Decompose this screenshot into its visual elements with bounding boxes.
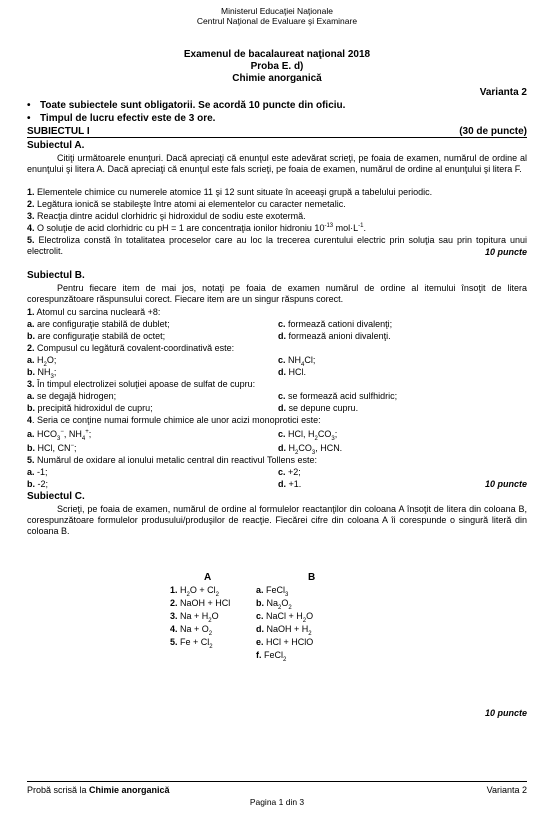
product-e: e. HCl + HClO bbox=[256, 637, 314, 647]
q1-option-a: a. are configuraţie stabilă de dublet; bbox=[27, 319, 170, 329]
q3-option-b: b. precipită hidroxidul de cupru; bbox=[27, 403, 153, 413]
q3-option-a-text: se degajă hidrogen; bbox=[37, 391, 117, 401]
section-a-points: 10 puncte bbox=[484, 247, 527, 257]
footer-subject: Chimie anorganică bbox=[89, 785, 170, 795]
q1-option-b: b. are configuraţie stabilă de octet; bbox=[27, 331, 166, 341]
q1-option-c: c. formează cationi divalenţi; bbox=[278, 319, 393, 329]
rule-2: Timpul de lucru efectiv este de 3 ore. bbox=[40, 113, 216, 124]
statement-5: 5. Electroliza constă în totalitatea proceselor care au loc la trecerea curentului electric prin soluţia sau prin topitura unui electrolit. bbox=[27, 235, 527, 256]
statement-4: 4. O soluţie de acid clorhidric cu pH = 1 are concentraţia ionilor hidroniu $10^{-13}$ $mol\cdot L^{-1}$. bbox=[27, 223, 366, 233]
question-5: 5. Numărul de oxidare al ionului metalic central din reactivul Tollens este: bbox=[27, 455, 318, 465]
product-d: d. NaOH + $H_2$ bbox=[256, 624, 312, 637]
q5-option-c: c. +2; bbox=[278, 467, 301, 477]
q4-option-c: c. HCl, $H_2CO_3$; bbox=[278, 429, 338, 442]
q3-option-d-text: se depune cupru. bbox=[288, 403, 359, 413]
subiect-1-points: (30 de puncte) bbox=[459, 126, 527, 137]
footer-divider bbox=[27, 781, 527, 782]
center-header: Centrul Naţional de Evaluare şi Examinare bbox=[196, 16, 358, 26]
q2-option-a: a. $H_2O$; bbox=[27, 355, 57, 368]
footer-variant: Varianta 2 bbox=[486, 785, 527, 795]
q2-option-c: c. $NH_4Cl$; bbox=[278, 355, 316, 368]
section-b-points: 10 puncte bbox=[484, 479, 527, 489]
footer-left-text: Probă scrisă la bbox=[27, 785, 90, 795]
statement-2: 2. Legătura ionică se stabileşte între atomi ai elementelor cu caracter nemetalic. bbox=[27, 199, 346, 209]
ministry-header: Ministerul Educaţiei Naţionale bbox=[221, 6, 333, 16]
reactant-3: 3. $Na + H_2O$ bbox=[170, 611, 219, 624]
statement-4-text-b: pH = 1 are concentraţia ionilor hidroniu 10 bbox=[157, 223, 325, 233]
exam-subject: Chimie anorganică bbox=[232, 73, 322, 84]
q1-option-a-text: are configuraţie stabilă de dublet; bbox=[37, 319, 170, 329]
section-c-intro: Scrieţi, pe foaia de examen, numărul de ordine al formulelor reactanţilor din coloana A însoţit de litera din coloana B, corespunzătoare formulelor produsului/produşilor de reacţie. Fiecărei cifre din coloana A îi corespunde o singură literă din coloana B. bbox=[27, 504, 527, 536]
q3-option-c: c. se formează acid sulfhidric; bbox=[278, 391, 398, 401]
question-4-text: Seria ce conţine numai formule chimice ale unor acizi monoprotici este: bbox=[37, 415, 321, 425]
q3-option-a: a. se degajă hidrogen; bbox=[27, 391, 117, 401]
bullet-icon: • bbox=[27, 100, 31, 111]
page-number: Pagina 1 din 3 bbox=[249, 797, 305, 807]
product-b: b. $Na_2O_2$ bbox=[256, 598, 292, 611]
q4-option-d: d. $H_2CO_3$, HCN. bbox=[278, 443, 343, 456]
q3-option-d: d. se depune cupru. bbox=[278, 403, 359, 413]
statement-4-text-a: O soluţie de acid clorhidric cu bbox=[37, 223, 158, 233]
q3-option-c-text: se formează acid sulfhidric; bbox=[288, 391, 398, 401]
reactant-2: 2. NaOH + HCl bbox=[170, 598, 231, 608]
reactant-4: 4. $Na + O_2$ bbox=[170, 624, 213, 637]
q1-option-d: d. formează anioni divalenţi. bbox=[278, 331, 391, 341]
section-a-intro: Citiţi următoarele enunţuri. Dacă apreciaţi că enunţul este adevărat scrieţi, pe foaia de examen, numărul de ordine al enunţului şi litera A. Dacă apreciaţi că enunţul este fals scrieţi, pe foaia de examen, numărul de ordine al enunţului şi litera F. bbox=[27, 153, 527, 174]
statement-3-text: Reacţia dintre acidul clorhidric şi hidroxidul de sodiu este exotermă. bbox=[37, 211, 306, 221]
q5-option-d-text: +1. bbox=[288, 479, 302, 489]
statement-3: 3. Reacţia dintre acidul clorhidric şi hidroxidul de sodiu este exotermă. bbox=[27, 211, 306, 221]
q5-option-b-text: -2; bbox=[37, 479, 49, 489]
question-5-text: Numărul de oxidare al ionului metalic central din reactivul Tollens este: bbox=[37, 455, 318, 465]
question-1: 1. Atomul cu sarcina nucleară +8: bbox=[27, 307, 161, 317]
question-3-text: În timpul electrolizei soluţiei apoase de sulfat de cupru: bbox=[37, 379, 256, 389]
question-3: 3. În timpul electrolizei soluţiei apoase de sulfat de cupru: bbox=[27, 379, 256, 389]
reactant-1: 1. $H_2O + Cl_2$ bbox=[170, 585, 219, 598]
statement-2-text: Legătura ionică se stabileşte între atomi ai elementelor cu caracter nemetalic. bbox=[37, 199, 346, 209]
section-c-title: Subiectul C. bbox=[27, 491, 85, 502]
q4-option-b: b. HCl, CN−; bbox=[27, 443, 77, 453]
q1-option-c-text: formează cationi divalenţi; bbox=[288, 319, 393, 329]
question-1-text: Atomul cu sarcina nucleară +8: bbox=[36, 307, 161, 317]
statement-4-exp: -13 bbox=[324, 223, 334, 229]
product-a: a. FeCl$_3$ bbox=[256, 585, 289, 598]
section-b-title: Subiectul B. bbox=[27, 270, 85, 281]
section-c-points: 10 puncte bbox=[484, 708, 527, 718]
footer-left bbox=[27, 785, 170, 796]
question-2: 2. Compusul cu legătură covalent-coordinativă este: bbox=[27, 343, 235, 353]
rule-1: Toate subiectele sunt obligatorii. Se acordă 10 puncte din oficiu. bbox=[40, 100, 346, 111]
exam-title: Examenul de bacalaureat naţional 2018 bbox=[183, 49, 371, 60]
product-c: c. NaCl + $H_2O$ bbox=[256, 611, 314, 624]
variant-label: Varianta 2 bbox=[479, 87, 527, 98]
statement-4-unit: mol·L bbox=[333, 223, 359, 233]
q2-option-d: d. HCl. bbox=[278, 367, 306, 377]
q2-option-b: b. $NH_3$; bbox=[27, 367, 57, 380]
subiect-1-label: SUBIECTUL I bbox=[27, 126, 90, 137]
exam-proba: Proba E. d) bbox=[250, 61, 304, 72]
statement-1: 1. Elementele chimice cu numerele atomice 11 şi 12 sunt situate în aceeaşi grupă a tabelului periodic. bbox=[27, 187, 433, 197]
q5-option-a-text: -1; bbox=[37, 467, 48, 477]
statement-1-text: Elementele chimice cu numerele atomice 11 şi 12 sunt situate în aceeaşi grupă a tabelului periodic. bbox=[37, 187, 433, 197]
q5-option-b: b. -2; bbox=[27, 479, 49, 489]
q5-option-a: a. -1; bbox=[27, 467, 48, 477]
reactant-5: 5. $Fe + Cl_2$ bbox=[170, 637, 213, 650]
question-2-text: Compusul cu legătură covalent-coordinativă este: bbox=[37, 343, 235, 353]
q1-option-d-text: formează anioni divalenţi. bbox=[288, 331, 391, 341]
column-b-header: B bbox=[308, 572, 316, 583]
q5-option-c-text: +2; bbox=[288, 467, 301, 477]
q1-option-b-text: are configuraţie stabilă de octet; bbox=[37, 331, 166, 341]
divider bbox=[27, 137, 527, 138]
product-f: f. FeCl$_2$ bbox=[256, 650, 287, 663]
column-a-header: A bbox=[204, 572, 212, 583]
q4-option-a: a. $HCO_3^-$, $NH_4^+$; bbox=[27, 429, 92, 442]
bullet-icon: • bbox=[27, 113, 31, 124]
question-4: 4. Seria ce conţine numai formule chimice ale unor acizi monoprotici este: bbox=[27, 415, 321, 425]
q3-option-b-text: precipită hidroxidul de cupru; bbox=[37, 403, 153, 413]
statement-4-exp2: -1 bbox=[358, 223, 364, 229]
q5-option-d: d. +1. bbox=[278, 479, 302, 489]
section-b-intro: Pentru fiecare item de mai jos, notaţi pe foaia de examen numărul de ordine al itemului însoţit de litera corespunzătoare răspunsului corect. Fiecare item are un singur răspuns corect. bbox=[27, 283, 527, 304]
section-a-title: Subiectul A. bbox=[27, 140, 85, 151]
statement-5-text: Electroliza constă în totalitatea proceselor care au loc la trecerea curentului electric prin soluţia sau prin topitura unui electrolit. bbox=[27, 235, 527, 256]
